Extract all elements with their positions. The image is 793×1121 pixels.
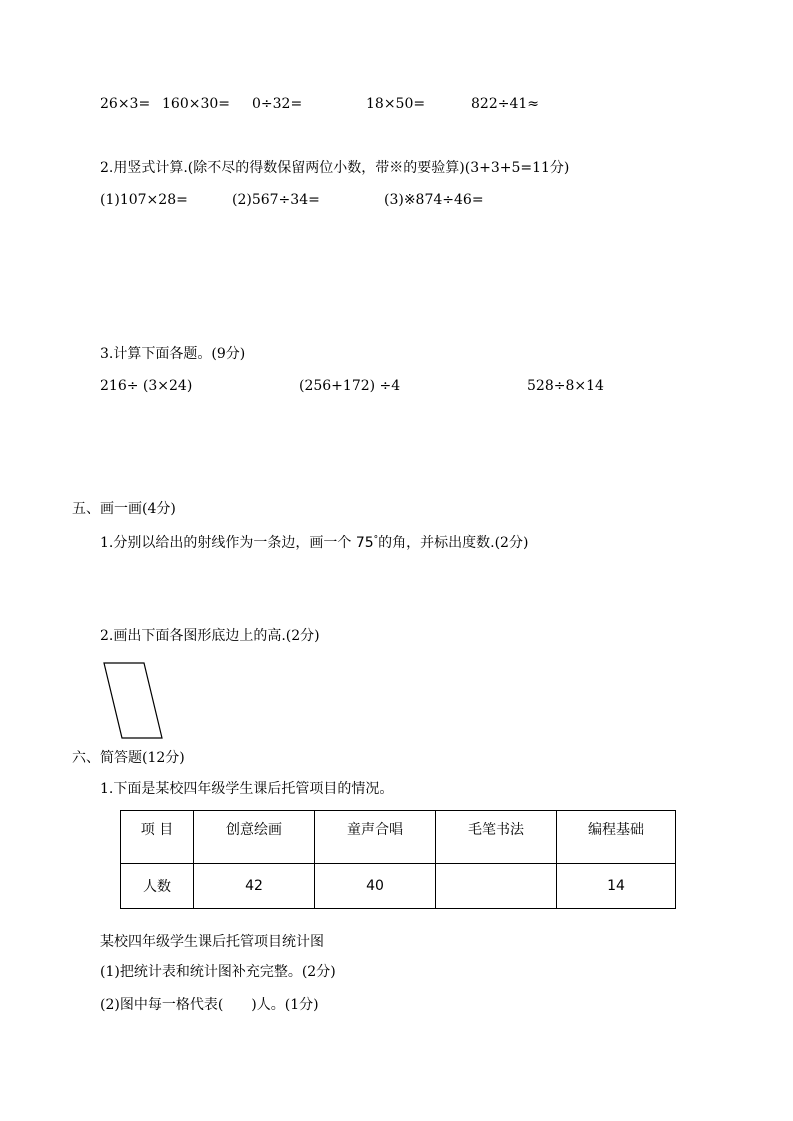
table-cell-choir: 40 bbox=[315, 864, 436, 909]
oral-calc-2: 160×30= bbox=[162, 96, 230, 112]
section6-sub1: (1)把统计表和统计图补充完整。(2分) bbox=[100, 964, 336, 980]
oral-calc-3: 0÷32= bbox=[252, 96, 303, 112]
vertical-calc-2: (2)567÷34= bbox=[232, 192, 320, 208]
vertical-calc-3: (3)※874÷46= bbox=[384, 192, 484, 208]
compute-1: 216÷ (3×24) bbox=[100, 378, 193, 394]
section6-q1: 1.下面是某校四年级学生课后托管项目的情况。 bbox=[100, 781, 394, 797]
vertical-calc-title: 2.用竖式计算.(除不尽的得数保留两位小数，带※的要验算)(3+3+5=11分) bbox=[100, 160, 570, 176]
section6-sub2: (2)图中每一格代表( )人。(1分) bbox=[100, 997, 319, 1013]
degree-symbol: ° bbox=[373, 535, 379, 545]
table-header-calligraphy: 毛笔书法 bbox=[436, 811, 557, 864]
chart-caption: 某校四年级学生课后托管项目统计图 bbox=[100, 934, 324, 950]
oral-calc-1: 26×3= bbox=[100, 96, 151, 112]
parallelogram-shape bbox=[104, 663, 162, 738]
table-header-row bbox=[121, 811, 676, 864]
section5-q2: 2.画出下面各图形底边上的高.(2分) bbox=[100, 628, 320, 644]
oral-calc-4: 18×50= bbox=[366, 96, 426, 112]
table-row bbox=[121, 864, 676, 909]
section5-heading: 五、画一画(4分) bbox=[72, 501, 176, 517]
section6-heading: 六、简答题(12分) bbox=[72, 750, 185, 766]
table-cell-calligraphy[interactable] bbox=[436, 864, 557, 909]
oral-calc-5: 822÷41≈ bbox=[471, 96, 539, 112]
table-header-programming: 编程基础 bbox=[557, 811, 676, 864]
table-header-choir: 童声合唱 bbox=[315, 811, 436, 864]
table-header-painting: 创意绘画 bbox=[194, 811, 315, 864]
section5-q1-before: 1.分别以给出的射线作为一条边，画一个 bbox=[100, 535, 356, 551]
section5-q1 bbox=[100, 534, 528, 552]
activity-table bbox=[120, 810, 676, 909]
compute-2: (256+172) ÷4 bbox=[299, 378, 401, 394]
compute-title: 3.计算下面各题。(9分) bbox=[100, 346, 246, 362]
table-row-label: 人数 bbox=[121, 864, 194, 909]
compute-3: 528÷8×14 bbox=[527, 378, 604, 394]
angle-value: 75 bbox=[355, 535, 374, 551]
table-cell-painting: 42 bbox=[194, 864, 315, 909]
table-cell-programming: 14 bbox=[557, 864, 676, 909]
vertical-calc-1: (1)107×28= bbox=[100, 192, 188, 208]
section5-q1-after: 的角，并标出度数.(2分) bbox=[378, 535, 529, 551]
table-header-item: 项 目 bbox=[121, 811, 194, 864]
parallelogram-figure bbox=[100, 658, 166, 742]
